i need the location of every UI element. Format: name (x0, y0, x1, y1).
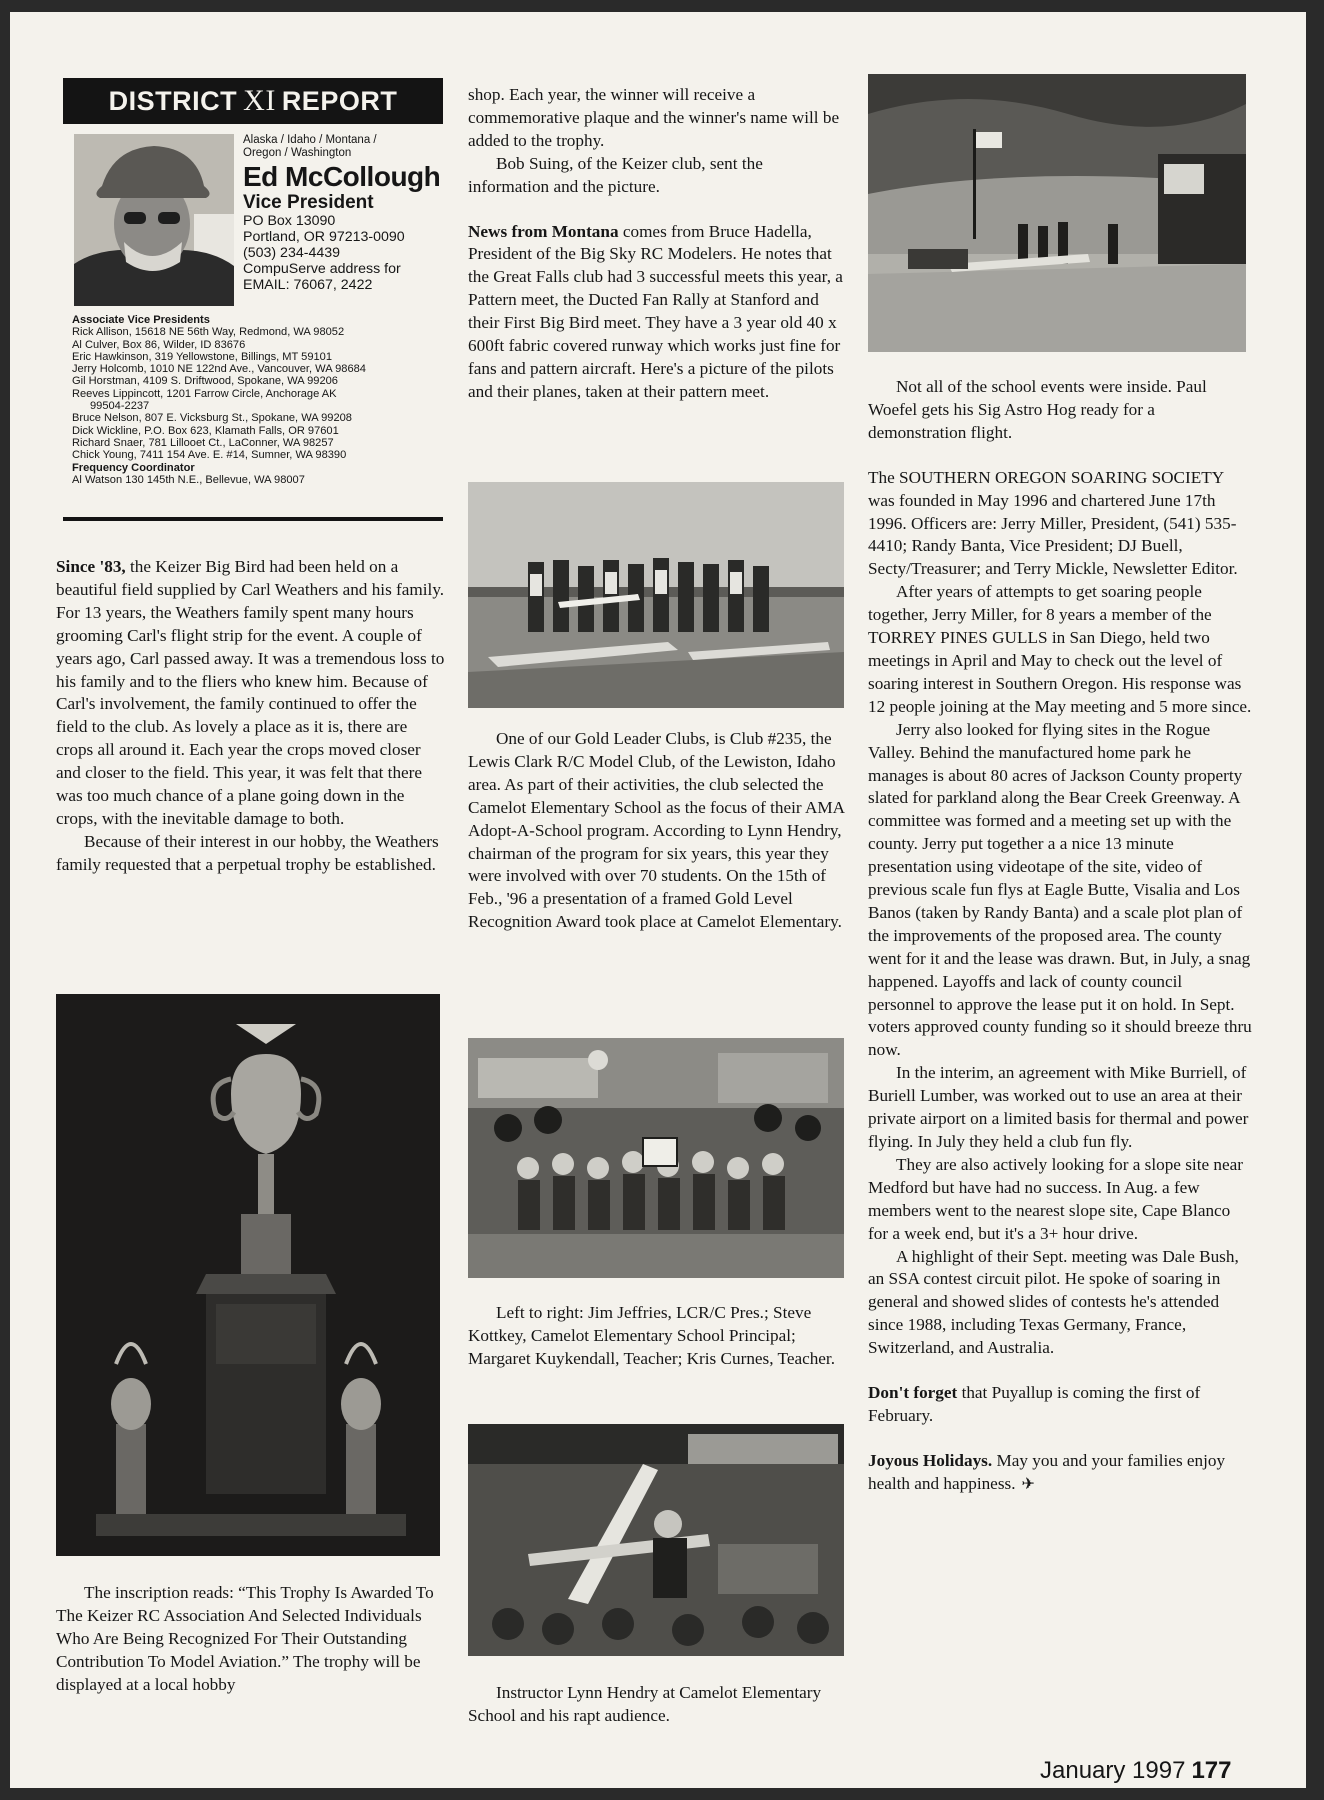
vp-phone: (503) 234-4439 (243, 245, 341, 261)
page-number: 177 (1191, 1757, 1232, 1784)
header-divider (63, 517, 443, 521)
associate-vp-line: Dick Wickline, P.O. Box 623, Klamath Falls, OR 97601 (72, 424, 339, 437)
instructor-caption (468, 1682, 848, 1728)
article-paragraph: shop. Each year, the winner will receive a commemorative plaque and the winner's name will be added to the trophy. (468, 85, 840, 150)
trophy-photo (56, 994, 440, 1556)
photo-caption: Not all of the school events were inside. Paul Woefel gets his Sig Astro Hog ready for a demonstration flight. (868, 377, 1207, 442)
associate-vp-line: Al Culver, Box 86, Wilder, ID 83676 (72, 338, 246, 351)
associate-vp-line: Reeves Lippincott, 1201 Farrow Circle, Anchorage AK (72, 387, 337, 400)
associate-vp-line: Richard Snaer, 781 Lillooet Ct., LaConner, WA 98257 (72, 436, 334, 449)
article-paragraph: A highlight of their Sept. meeting was Dale Bush, an SSA contest circuit pilot. He spoke of soaring in general and showed slides of contests he's attended since 1988, including Texas Germany, France, Switzerland, and Australia. (868, 1246, 1239, 1358)
associate-vp-line: Bruce Nelson, 807 E. Vicksburg St., Spokane, WA 99208 (72, 412, 352, 425)
trophy-caption (56, 1582, 446, 1697)
vp-name: Ed McCollough (243, 161, 441, 192)
article-paragraph: They are also actively looking for a slope site near Medford but have had no success. In Aug. a few members went to the nearest slope site, Cape Blanco for a week end, but it's a 3+ hour drive. (868, 1154, 1243, 1243)
column-2-text-middle (468, 728, 848, 934)
article-paragraph: In the interim, an agreement with Mike Burriell, of Buriell Lumber, was worked out to use an area at their private airport on a limited basis for thermal and power flying. In July they held a club fun fly. (868, 1063, 1249, 1151)
frequency-coordinator-line: Al Watson 130 145th N.E., Bellevue, WA 98007 (72, 473, 305, 486)
classroom-photo (468, 1038, 844, 1278)
instructor-photo (468, 1424, 844, 1656)
article-paragraph: Joyous Holidays. May you and your families enjoy health and happiness. ✈ (868, 1450, 1226, 1493)
vp-info (243, 134, 453, 293)
associate-vp-line: Gil Horstman, 4109 S. Driftwood, Spokane, WA 99206 (72, 375, 338, 388)
vp-address-line: Portland, OR 97213-0090 (243, 229, 405, 245)
lead-in: Don't forget (868, 1383, 958, 1403)
lead-in: Since '83, (56, 557, 126, 576)
section-header (63, 78, 443, 124)
column-3-text (868, 376, 1252, 1496)
header-title-right: REPORT (281, 85, 398, 116)
associate-vp-line: Jerry Holcomb, 1010 NE 122nd Ave., Vancouver, WA 98684 (72, 363, 366, 376)
issue-date: January 1997 (1040, 1757, 1186, 1784)
column-1-text (56, 556, 446, 877)
vp-email: EMAIL: 76067, 2422 (243, 277, 373, 293)
vp-states-line2: Oregon / Washington (243, 147, 352, 159)
article-paragraph: After years of attempts to get soaring people together, Jerry Miller, for 8 years a member of the TORREY PINES GULLS in San Diego, held two meetings in April and May to check out the level of soaring interest in Southern Oregon. His response was 12 people joining at the May meeting and 5 more since. (868, 582, 1252, 716)
article-paragraph: News from Montana comes from Bruce Hadella, President of the Big Sky RC Modelers. He notes that the Great Falls club had 3 successful meets this year, a Pattern meet, the Ducted Fan Rally at Stanford and their First Big Bird meet. They have a 3 year old 40 x 600ft fabric covered runway which works just fine for fans and pattern aircraft. Here's a picture of the pilots and their planes, taken at their pattern meet. (468, 221, 843, 401)
frequency-coordinator-heading: Frequency Coordinator (72, 461, 195, 474)
article-paragraph: Bob Suing, of the Keizer club, sent the information and the picture. (468, 153, 763, 196)
associate-vp-line: Eric Hawkinson, 319 Yellowstone, Billings, MT 59101 (72, 350, 333, 363)
outdoor-photo (868, 74, 1246, 352)
article-paragraph: One of our Gold Leader Clubs, is Club #235, the Lewis Clark R/C Model Club, of the Lewiston, Idaho area. As part of their activities, the club selected the Camelot Elementary School as the focus of their AMA Adopt-A-School program. According to Lynn Hendry, chairman of the program for six years, this year they were involved with over 70 students. On the 15th of Feb., '96 a presentation of a framed Gold Level Recognition Award took place at Camelot Elementary. (468, 729, 845, 932)
magazine-page (10, 12, 1306, 1788)
photo-caption: Left to right: Jim Jeffries, LCR/C Pres.; Steve Kottkey, Camelot Elementary School Principal; Margaret Kuykendall, Teacher; Kris Curnes, Teacher. (468, 1303, 835, 1368)
lead-in: News from Montana (468, 221, 619, 241)
vp-address-line: PO Box 13090 (243, 213, 336, 229)
associate-vps-heading: Associate Vice Presidents (72, 314, 210, 326)
pilots-photo (468, 482, 844, 708)
vp-portrait-photo (74, 134, 234, 306)
header-title-roman: XI (243, 84, 276, 117)
associate-vps (72, 314, 452, 486)
vp-compuserve-label: CompuServe address for (243, 261, 401, 277)
airplane-icon: ✈ (1021, 1473, 1035, 1493)
vp-states-line1: Alaska / Idaho / Montana / (243, 134, 377, 146)
photo-caption: The inscription reads: “This Trophy Is Awarded To The Keizer RC Association And Selected Individuals Who Are Being Recognized For Their Outstanding Contribution To Model Aviation.” The trophy will be displayed at a local hobby (56, 1583, 434, 1694)
page-footer (1040, 1757, 1232, 1785)
lead-in: Joyous Holidays. (868, 1450, 993, 1470)
photo-caption: Instructor Lynn Hendry at Camelot Elementary School and his rapt audience. (468, 1683, 822, 1725)
associate-vp-line: 99504-2237 (90, 400, 150, 413)
associate-vp-line: Chick Young, 7411 154 Ave. E. #14, Sumner, WA 98390 (72, 449, 347, 462)
article-paragraph: Because of their interest in our hobby, the Weathers family requested that a perpetual trophy be established. (56, 831, 439, 874)
article-paragraph: Jerry also looked for flying sites in the Rogue Valley. Behind the manufactured home park he manages is about 80 acres of Jackson County property slated for parkland along the Bear Creek Greenway. A committee was formed and a meeting set up with the county. Jerry put together a a nice 13 minute presentation using videotape of the site, video of previous scale fun flys at Eagle Butte, Visalia and Los Banos (taken by Randy Banta) and a scale plot plan of the improvements of the proposed area. The county went for it and the lease was drawn. But, in July, a snag happened. Layoffs and lack of county council personnel to approve the lease put it on hold. In Sept. voters approved county funding so it should breeze thru now. (868, 719, 1252, 1060)
article-paragraph: Don't forget that Puyallup is coming the first of February. (868, 1383, 1201, 1425)
column-2-text-top (468, 84, 848, 404)
classroom-caption (468, 1302, 848, 1371)
associate-vp-line: Rick Allison, 15618 NE 56th Way, Redmond, WA 98052 (72, 326, 345, 339)
article-paragraph: The SOUTHERN OREGON SOARING SOCIETY was founded in May 1996 and chartered June 17th 1996. Officers are: Jerry Miller, President, (541) 535-4410; Randy Banta, Vice President; DJ Buell, Secty/Treasurer; and Terry Mickle, Newsletter Editor. (868, 467, 1238, 579)
header-title-left: DISTRICT (108, 85, 238, 116)
article-paragraph: Since '83, the Keizer Big Bird had been held on a beautiful field supplied by Carl Weathers and his family. For 13 years, the Weathers family spent many hours grooming Carl's flight strip for the event. A couple of years ago, Carl passed away. It was a tremendous loss to his family and to the fliers who knew him. Because of Carl's involvement, the family continued to offer the field to the club. As lovely a place as it is, there are crops all around it. Each year the crops moved closer and closer to the field. This year, it was felt that there was too much chance of a plane going down in the crops, with the inevitable damage to both. (56, 557, 445, 828)
vp-title: Vice President (243, 192, 374, 213)
